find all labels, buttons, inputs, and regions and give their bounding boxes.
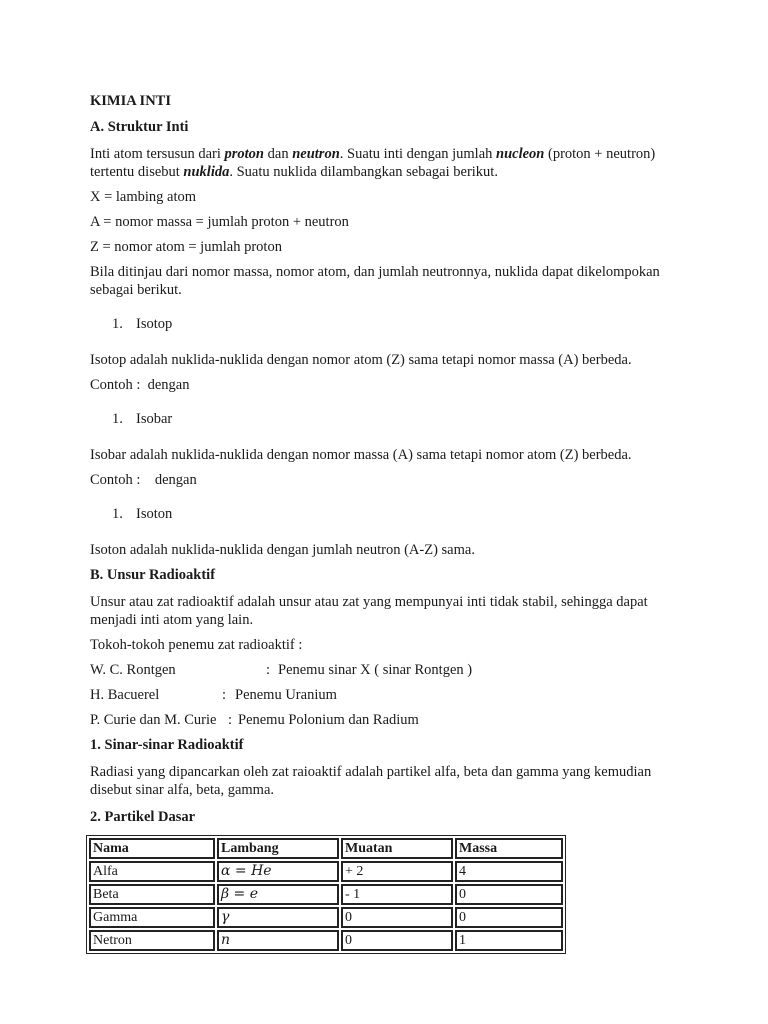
tokoh-colon: : [228, 712, 233, 728]
list-label: Isoton [136, 506, 173, 522]
document-page [90, 92, 690, 954]
list-number: 1. [112, 411, 123, 427]
isotop-description: Isotop adalah nuklida-nuklida dengan nomor atom (Z) sama tetapi nomor massa (A) berbeda. [90, 352, 632, 368]
term-nuklida: nuklida [183, 164, 230, 180]
isobar-description: Isobar adalah nuklida-nuklida dengan nomor massa (A) sama tetapi nomor atom (Z) berbeda. [90, 447, 632, 463]
table-cell: 0 [455, 884, 563, 905]
tokoh-row [90, 661, 690, 679]
column-header: Lambang [217, 838, 339, 859]
tokoh-colon: : [222, 687, 227, 703]
list-item-isotop [90, 315, 690, 333]
list-item-isoton [90, 505, 690, 523]
partikel-heading: 2. Partikel Dasar [90, 809, 196, 825]
table-row [89, 930, 563, 951]
table-cell: Beta [89, 884, 215, 905]
table-cell: Gamma [89, 907, 215, 928]
radioaktif-intro: Unsur atau zat radioaktif adalah unsur atau zat yang mempunyai inti tidak stabil, sehingga dapat menjadi inti atom yang lain. [90, 594, 648, 628]
table-row [89, 907, 563, 928]
term-proton: proton [224, 146, 265, 162]
x-definition: X = lambing atom [90, 189, 197, 205]
list-number: 1. [112, 506, 123, 522]
tokoh-row [90, 686, 690, 704]
tokoh-desc: Penemu Uranium [235, 687, 337, 703]
term-nucleon: nucleon [496, 146, 545, 162]
sinar-description: Radiasi yang dipancarkan oleh zat raioaktif adalah partikel alfa, beta dan gamma yang kemudian disebut sinar alfa, beta, gamma. [90, 764, 652, 798]
intro-paragraph [90, 145, 690, 181]
grouping-paragraph: Bila ditinjau dari nomor massa, nomor atom, dan jumlah neutronnya, nuklida dapat dikelompokan sebagai berikut. [90, 264, 660, 298]
term-neutron: neutron [292, 146, 340, 162]
intro-text-5: . Suatu nuklida dilambangkan sebagai berikut. [229, 164, 498, 180]
list-number: 1. [112, 316, 123, 332]
isotop-example: Contoh : dengan [90, 377, 190, 393]
column-header: Nama [89, 838, 215, 859]
table-cell: Netron [89, 930, 215, 951]
table-cell: 0 [341, 930, 453, 951]
table-cell: 0 [341, 907, 453, 928]
table-cell: 4 [455, 861, 563, 882]
tokoh-name: H. Bacuerel [90, 687, 160, 703]
table-cell: γ [217, 907, 339, 928]
list-label: Isobar [136, 411, 173, 427]
tokoh-row [90, 711, 690, 729]
intro-text-2: dan [264, 146, 293, 162]
sinar-heading: 1. Sinar-sinar Radioaktif [90, 737, 244, 753]
partikel-table [86, 835, 566, 954]
tokoh-name: W. C. Rontgen [90, 662, 176, 678]
list-item-isobar [90, 410, 690, 428]
intro-text-1: Inti atom tersusun dari [90, 146, 225, 162]
column-header: Massa [455, 838, 563, 859]
table-cell: Alfa [89, 861, 215, 882]
list-label: Isotop [136, 316, 173, 332]
table-cell: - 1 [341, 884, 453, 905]
section-a-heading: A. Struktur Inti [90, 119, 189, 135]
isoton-description: Isoton adalah nuklida-nuklida dengan jumlah neutron (A-Z) sama. [90, 542, 475, 558]
a-definition: A = nomor massa = jumlah proton + neutron [90, 214, 349, 230]
table-cell: n [217, 930, 339, 951]
table-cell: 0 [455, 907, 563, 928]
tokoh-desc: Penemu Polonium dan Radium [238, 712, 419, 728]
section-b-heading: B. Unsur Radioaktif [90, 567, 216, 583]
column-header: Muatan [341, 838, 453, 859]
z-definition: Z = nomor atom = jumlah proton [90, 239, 282, 255]
table-cell: + 2 [341, 861, 453, 882]
intro-text-4: (proton + neutron) tertentu disebut [90, 146, 656, 180]
table-row [89, 884, 563, 905]
isobar-example: Contoh : dengan [90, 472, 197, 488]
table-header-row [89, 838, 563, 859]
tokoh-colon: : [266, 662, 271, 678]
table-row [89, 861, 563, 882]
table-cell: β = e [217, 884, 339, 905]
tokoh-name: P. Curie dan M. Curie [90, 712, 217, 728]
table-cell: 1 [455, 930, 563, 951]
document-title: KIMIA INTI [90, 93, 171, 109]
intro-text-3: . Suatu inti dengan jumlah [339, 146, 497, 162]
tokoh-desc: Penemu sinar X ( sinar Rontgen ) [278, 662, 473, 678]
table-cell: α = He [217, 861, 339, 882]
tokoh-heading: Tokoh-tokoh penemu zat radioaktif : [90, 637, 303, 653]
